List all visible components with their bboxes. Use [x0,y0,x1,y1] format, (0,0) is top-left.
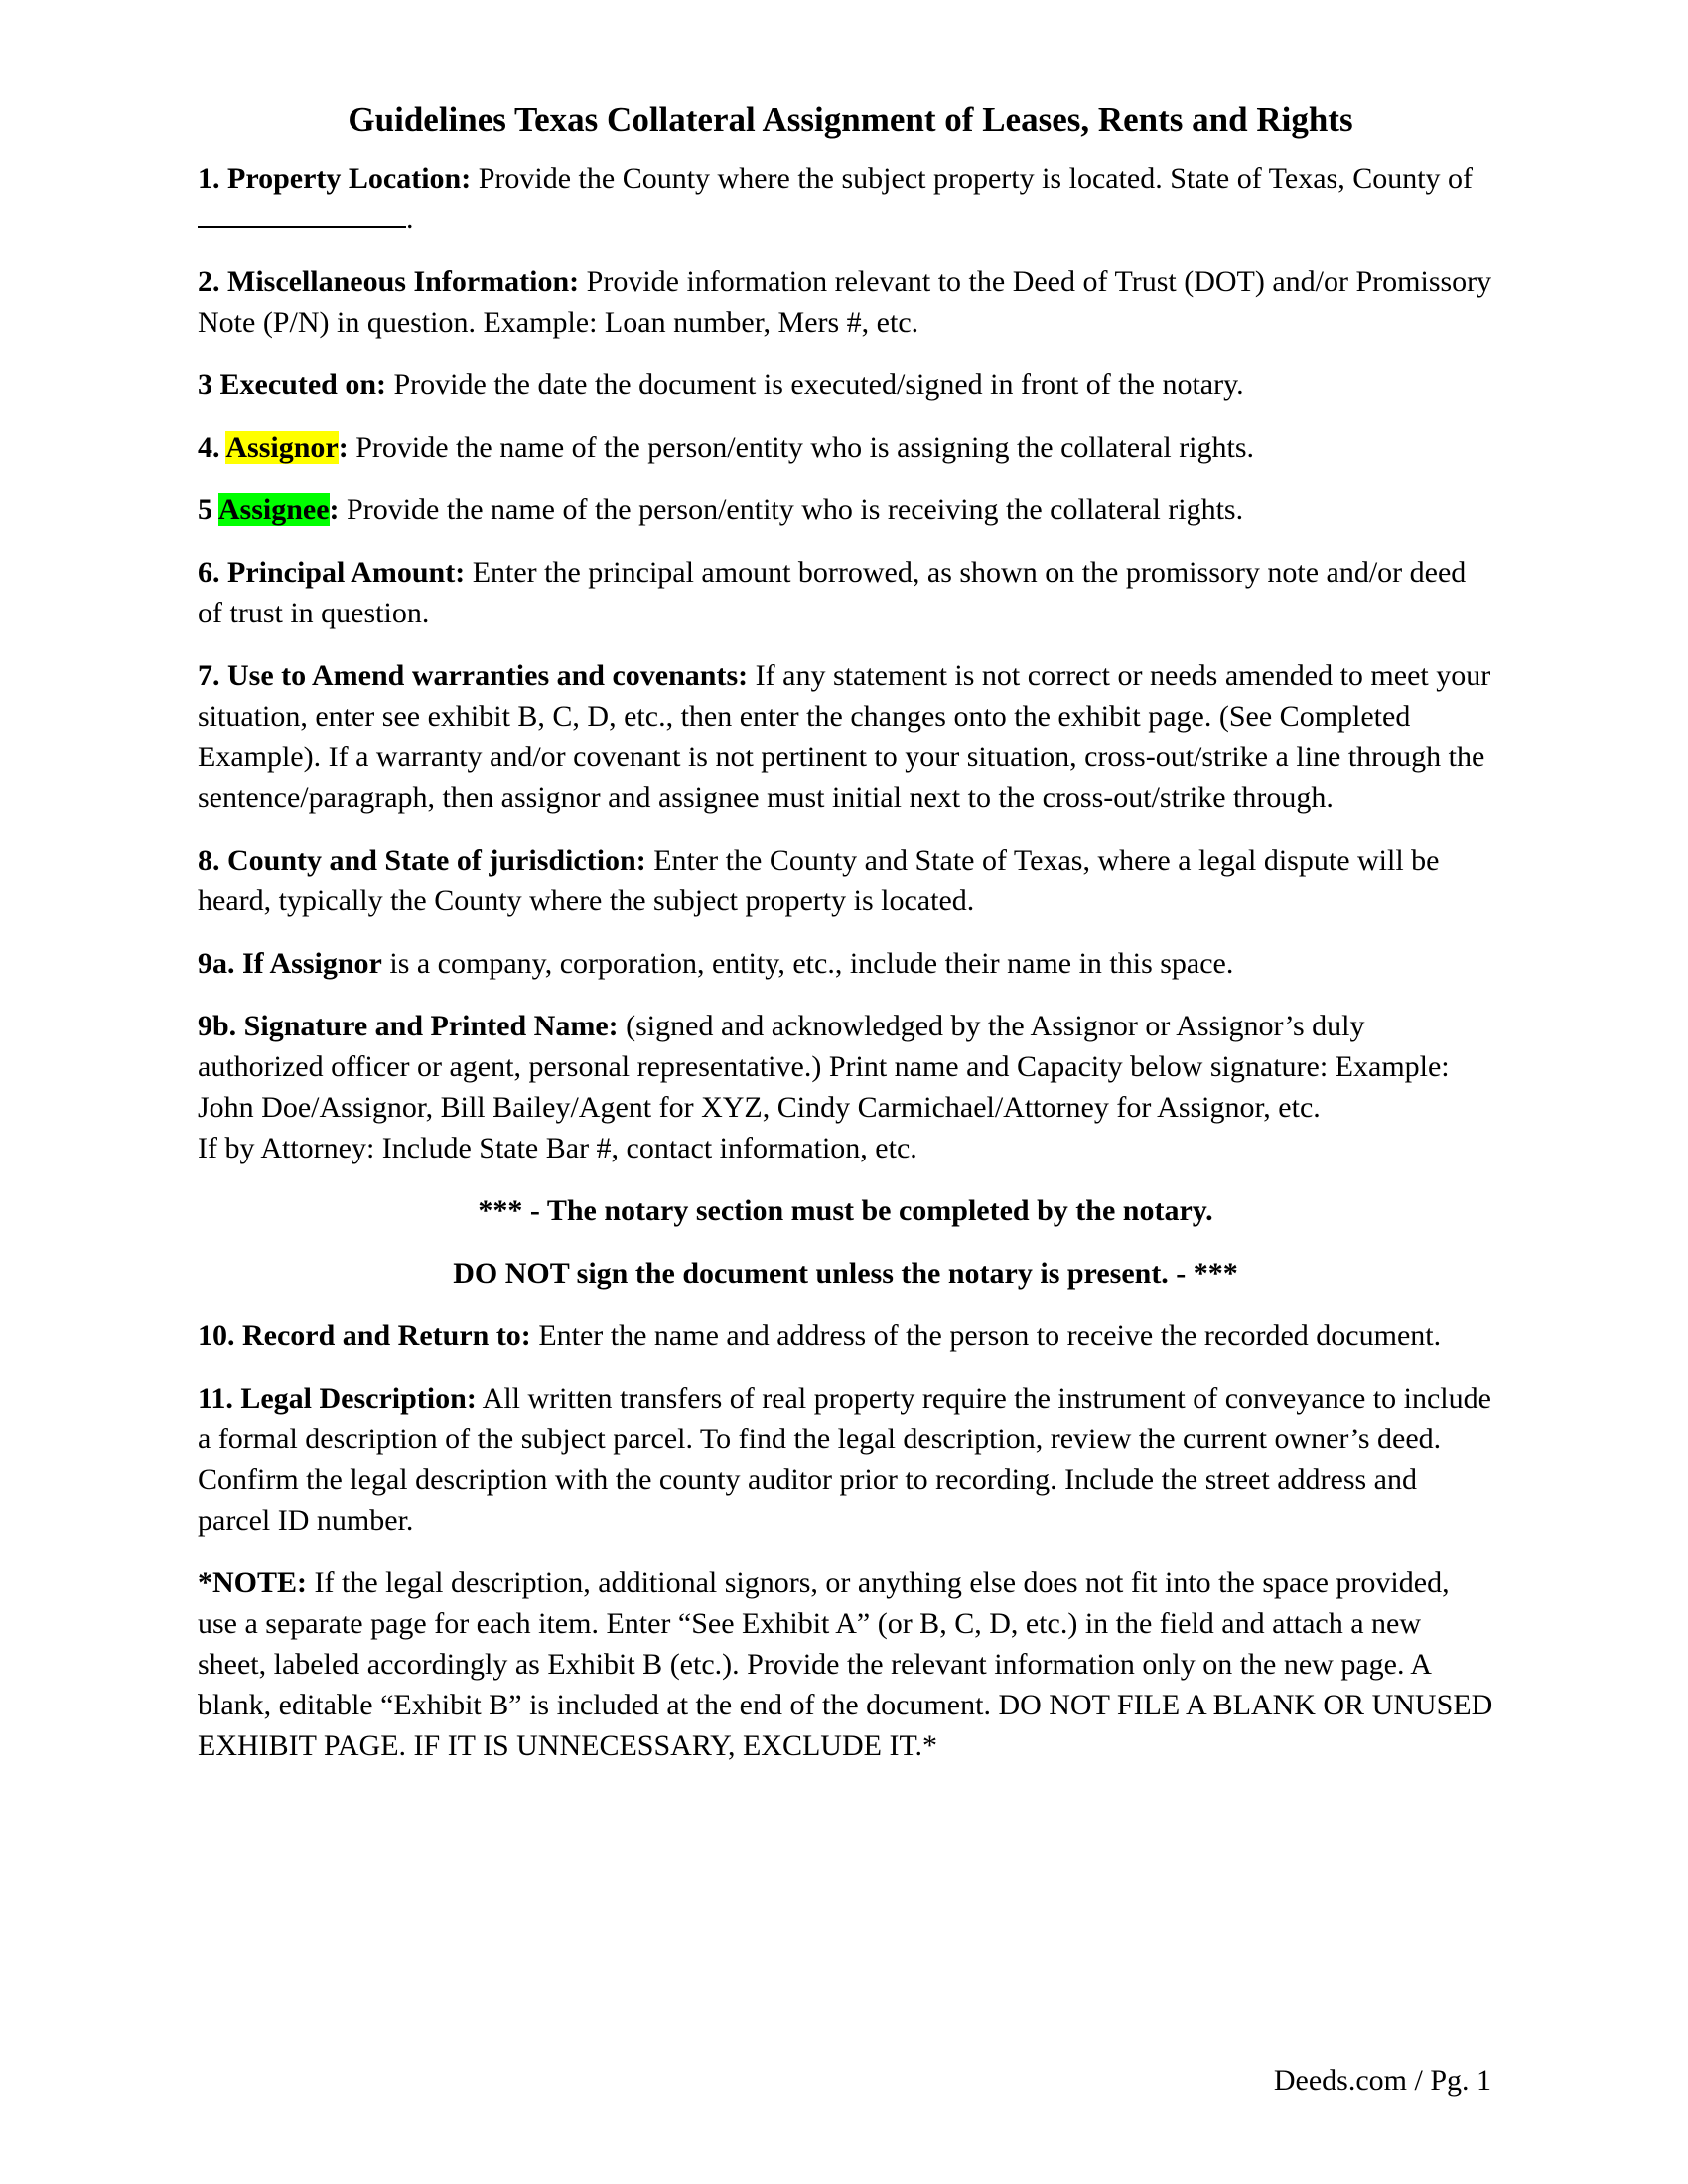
page-footer: Deeds.com / Pg. 1 [1273,2064,1491,2097]
item-text: Enter the principal amount borrowed, as shown on the promissory note and/or deed of trust in question. [198,556,1467,629]
item-text: Provide the name of the person/entity who is assigning the collateral rights. [348,431,1255,464]
notary-notice: *** - The notary section must be completed by the notary. [478,1194,1213,1227]
item-label: 7. Use to Amend warranties and covenants: [198,659,749,692]
do-not-sign-notice: DO NOT sign the document unless the notary is present. - *** [453,1257,1238,1290]
item-label: 10. Record and Return to: [198,1319,531,1352]
item-text: Provide information relevant to the Deed of Trust (DOT) and/or Promissory Note (P/N) in question. Example: Loan number, Mers #, etc. [198,265,1492,339]
item-label: *NOTE: [198,1567,308,1599]
item-label: 6. Principal Amount: [198,556,466,589]
item-assignee [198,489,1493,530]
item-label: 3 Executed on: [198,368,386,401]
item-assignor [198,427,1493,468]
item-jurisdiction [198,840,1493,921]
item-principal-amount [198,552,1493,633]
item-miscellaneous-information [198,261,1493,342]
item-text: (signed and acknowledged by the Assignor or Assignor’s duly authorized officer or agent, personal representative.) Print name and Capacity below signature: Example: John Doe/Assignor, Bill Bailey/Agent for XYZ, Cindy Carmichael/Attorney for Assignor, etc. [198,1010,1450,1124]
item-executed-on [198,364,1493,405]
item-label: 8. County and State of jurisdiction: [198,844,646,877]
item-colon: : [338,431,349,464]
item-text: If the legal description, additional signors, or anything else does not fit into the space provided, use a separate page for each item. Enter “See Exhibit A” (or B, C, D, etc.) in the field and attach a new sheet, labeled accordingly as Exhibit B (etc.). Provide the relevant information only on the new page. A blank, editable “Exhibit B” is included at the end of the document. DO NOT FILE A BLANK OR UNUSED EXHIBIT PAGE. IF IT IS UNNECESSARY, EXCLUDE IT.* [198,1567,1493,1762]
item-label: 1. Property Location: [198,162,472,195]
page-title: Guidelines Texas Collateral Assignment of Leases, Rents and Rights [348,100,1353,139]
item-text: All written transfers of real property require the instrument of conveyance to include a formal description of the subject parcel. To find the legal description, review the current owner’s deed. Confirm the legal description with the county auditor prior to recording. Include the street address and parcel ID number. [198,1382,1491,1537]
item-amend-warranties [198,655,1493,818]
item-colon: : [329,493,340,526]
item-legal-description [198,1378,1493,1541]
item-label: 9a. If Assignor [198,947,382,980]
assignor-highlight: Assignor [225,431,339,464]
item-text: If any statement is not correct or needs amended to meet your situation, enter see exhibit B, C, D, etc., then enter the changes onto the exhibit page. (See Completed Example). If a warranty and/or covenant is not pertinent to your situation, cross-out/strike a line through the sentence/paragraph, then assignor and assignee must initial next to the cross-out/strike through. [198,659,1491,814]
item-label: 9b. Signature and Printed Name: [198,1010,619,1042]
item-property-location [198,158,1493,239]
item-text-end: . [406,203,414,235]
county-blank-line [198,203,406,228]
item-text: Provide the date the document is executed/signed in front of the notary. [386,368,1244,401]
item-text-attorney: If by Attorney: Include State Bar #, contact information, etc. [198,1132,917,1164]
item-if-assignor [198,943,1493,984]
note-paragraph [198,1563,1493,1766]
assignee-highlight: Assignee [217,493,330,526]
item-label: 11. Legal Description: [198,1382,477,1415]
item-text: Enter the name and address of the person to receive the recorded document. [530,1319,1442,1352]
item-text: Provide the name of the person/entity who is receiving the collateral rights. [339,493,1244,526]
item-signature-printed-name [198,1006,1493,1168]
item-number: 4. [198,431,226,464]
item-text: is a company, corporation, entity, etc., include their name in this space. [381,947,1234,980]
item-label: 2. Miscellaneous Information: [198,265,580,298]
item-text: Provide the County where the subject property is located. State of Texas, County of [471,162,1474,195]
item-number: 5 [198,493,218,526]
document-page [198,97,1493,1788]
item-record-and-return [198,1315,1493,1356]
item-text: Enter the County and State of Texas, where a legal dispute will be heard, typically the County where the subject property is located. [198,844,1440,917]
